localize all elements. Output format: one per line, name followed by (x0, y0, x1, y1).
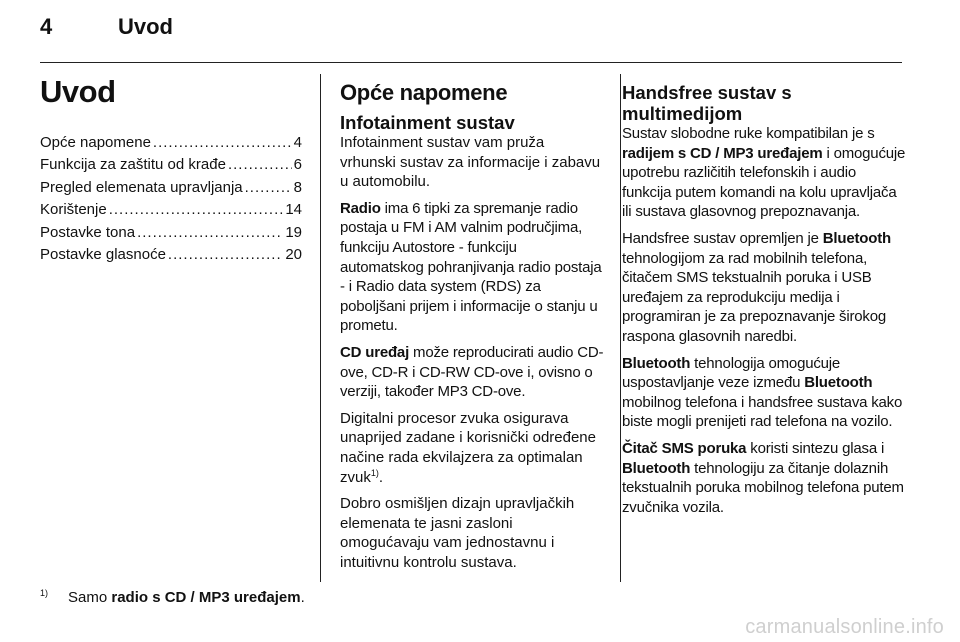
toc-item[interactable] (40, 222, 302, 244)
toc-item-page: 20 (285, 246, 302, 264)
toc-item[interactable] (40, 244, 302, 266)
toc-item-label: Opće napomene (40, 134, 151, 151)
paragraph: Čitač SMS poruka koristi sintezu glasa i Bluetooth tehnologiju za čitanje dolaznih tekstualnih poruka mobilnog telefona putem zvučnika vozila. (622, 439, 904, 516)
toc-item-label: Funkcija za zaštitu od krađe (40, 156, 226, 174)
toc-item-label: Korištenje (40, 201, 107, 219)
bold-term: Bluetooth (822, 229, 891, 247)
table-of-contents (40, 132, 302, 266)
subsection-heading: Infotainment sustav (340, 112, 515, 133)
toc-item[interactable] (40, 177, 302, 199)
page-header (40, 14, 173, 40)
column-divider (620, 74, 621, 582)
toc-item[interactable] (40, 199, 302, 221)
bold-term: radijem s CD / MP3 uređajem (622, 144, 823, 162)
page-number: 4 (40, 14, 53, 39)
paragraph: Radio ima 6 tipki za spremanje radio postaja u FM i AM valnim područjima, funkciju Autostore - funkciju automatskog pohranjivanja radio postaja - i Radio data system (RDS) za poboljšani prijem i informacije o stanju u prometu. (340, 199, 602, 335)
footnote-reference[interactable]: 1) (370, 467, 379, 478)
paragraph: Infotainment sustav vam pruža vrhunski sustav za informacije i zabavu u automobilu. (340, 134, 601, 191)
paragraph: CD uređaj može reproducirati audio CD-ove, CD-R i CD-RW CD-ove i, ovisno o verziji, također MP3 CD-ove. (340, 343, 604, 401)
bold-term: Bluetooth (622, 459, 691, 477)
toc-item-label: Postavke glasnoće (40, 246, 166, 264)
toc-item-page: 4 (293, 134, 302, 151)
bold-term: Čitač SMS poruka (622, 439, 747, 457)
section-heading: Opće napomene (340, 80, 508, 105)
toc-item-page: 6 (293, 156, 302, 174)
bold-term: CD uređaj (340, 343, 410, 361)
bold-term: radio s CD / MP3 uređajem (111, 589, 301, 606)
footnote: 1) Samo radio s CD / MP3 uređajem. (40, 588, 305, 606)
toc-column (40, 70, 302, 266)
footnote-mark: 1) (40, 588, 49, 598)
bold-term: Bluetooth (804, 374, 873, 392)
paragraph: Bluetooth tehnologija omogućuje uspostavljanje veze između Bluetooth mobilnog telefona i handsfree sustava kako biste mogli prenijeti rad telefona na vozilo. (622, 354, 903, 431)
toc-item-page: 14 (285, 201, 302, 219)
toc-item-label: Pregled elemenata upravljanja (40, 178, 243, 196)
header-section-title: Uvod (118, 14, 173, 39)
toc-item-page: 19 (285, 223, 302, 241)
paragraph: Digitalni procesor zvuka osigurava unaprijed zadane i korisnički određene načine rada ekvilajzera za optimalan zvuk$^{1)}$. (340, 409, 596, 486)
bold-term: Radio (340, 199, 381, 217)
handsfree-column (622, 70, 908, 524)
chapter-title: Uvod (40, 74, 116, 109)
paragraph: Handsfree sustav opremljen je Bluetooth tehnologijom za rad mobilnih telefona, čitačem SMS tekstualnih poruka i USB uređajem za reprodukciju medija i programiran je za prepoznavanje širokog raspona glasovnih naredbi. (622, 229, 891, 345)
column-divider (320, 74, 321, 582)
section-heading: Handsfree sustav s multimedijom (622, 82, 792, 124)
header-rule (40, 62, 902, 63)
paragraph: Dobro osmišljen dizajn upravljačkih elemenata te jasni zasloni omogućavaju vam jednostavnu i intuitivnu kontrolu sustava. (340, 495, 575, 571)
toc-item-label: Postavke tona (40, 223, 136, 241)
toc-item[interactable] (40, 132, 302, 154)
toc-item[interactable] (40, 154, 302, 176)
bold-term: Bluetooth (622, 354, 691, 372)
toc-item-page: 8 (293, 178, 302, 196)
watermark: carmanualsonline.info (745, 616, 944, 638)
paragraph: Sustav slobodne ruke kompatibilan je s radijem s CD / MP3 uređajem i omogućuje upotrebu različitih telefonskih i audio funkcija putem komandi na kolu upravljača ili sustava glasovnog prepoznavanja. (622, 125, 906, 221)
general-notes-column (340, 70, 604, 579)
